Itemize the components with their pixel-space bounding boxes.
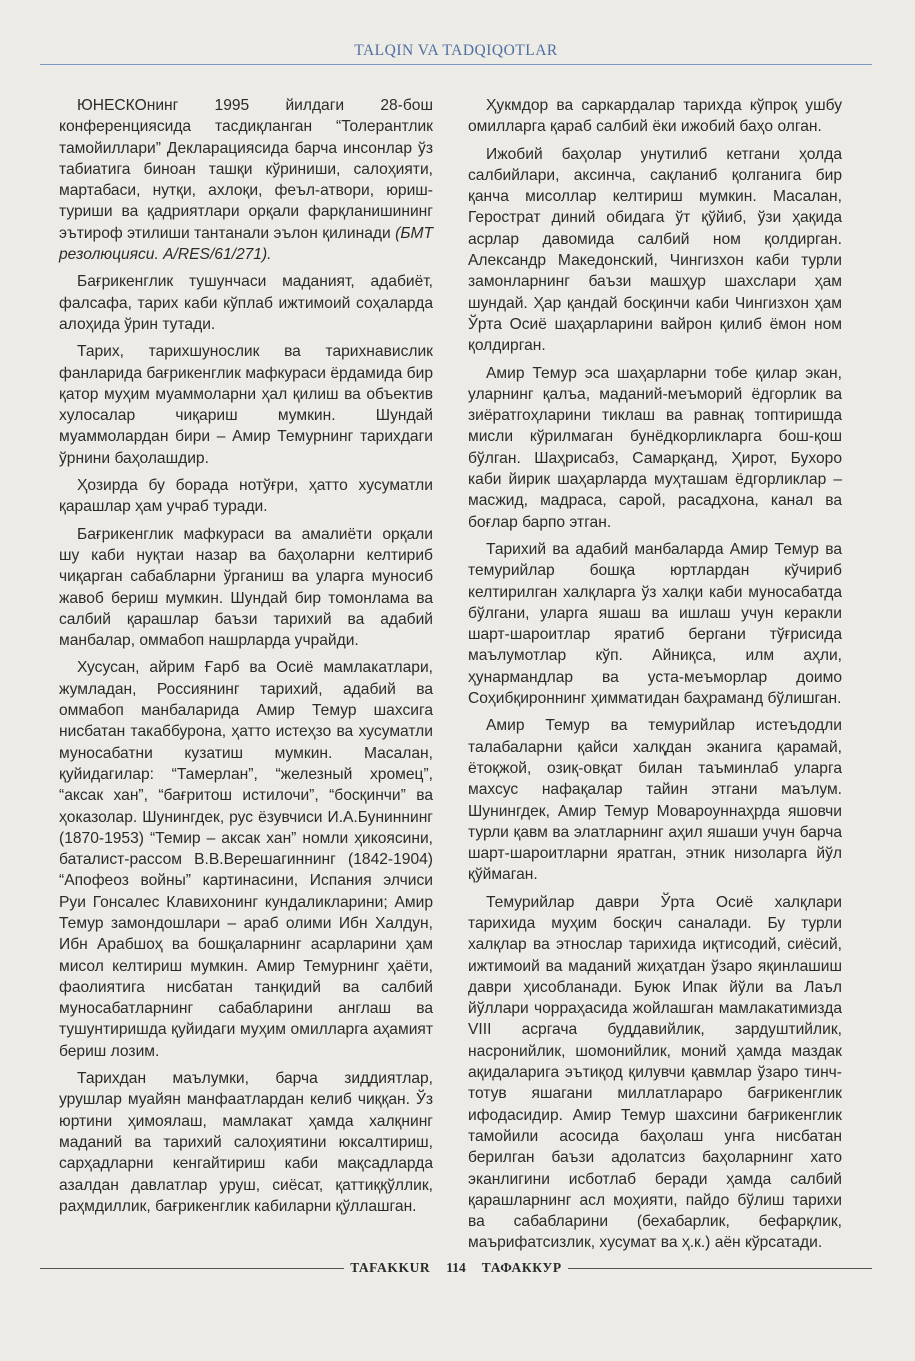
footer-label-latin: TAFAKKUR <box>350 1260 431 1275</box>
paragraph: Бағрикенглик мафкураси ва амалиёти орқали шу каби нуқтаи назар ва баҳоларни келтириб чиқарган сабабларни ўрганиш ва уларга муносиб жавоб бериш мумкин. Шундай бир томонлама ва салбий қарашлар баъзи тарихий ва адабий манбалар, оммабоп нашрларда учрайди. <box>59 525 433 650</box>
paragraph: Тарих, тарихшунослик ва тарихнавислик фанларида бағрикенглик мафкураси ёрдамида бир қатор муҳим муаммоларни ҳал қилиш ва объектив хулосалар чиқариш мумкин. Шундай муаммолардан бири – Амир Темурнинг тарихдаги ўрнини баҳолашдир. <box>59 343 433 467</box>
paragraph <box>59 95 433 265</box>
running-header: TALQIN VA TADQIQOTLAR <box>354 42 558 59</box>
paragraph: Амир Темур ва темурийлар истеъдодли талабаларни қайси халқдан эканига қарамай, ётоқжой, озиқ-овқат билан таъминлаб уларга махсус нафақалар тайин этгани маълум. Шунингдек, Амир Темур Мовароуннаҳрда яшовчи турли қавм ва элатларнинг аҳил яшаши учун барча шарт-шароитларни яратган, этник низоларга йўл қўймаган. <box>468 717 842 884</box>
paragraph: Ҳозирда бу борада нотўғри, ҳатто хусуматли қарашлар ҳам учраб туради. <box>59 477 433 516</box>
right-column <box>468 95 842 1254</box>
footer-rule-left <box>40 1268 344 1269</box>
paragraph: Бағрикенглик тушунчаси маданият, адабиёт, фалсафа, тарих каби кўплаб ижтимоий соҳаларда алоҳида ўрин тутади. <box>59 273 433 333</box>
paragraph: Тарихий ва адабий манбаларда Амир Темур ва темурийлар бошқа юртлардан кўчириб келтирилган халқларга ўз халқи каби муносабатда бўлгани, уларга яшаш ва ишлаш учун керакли шарт-шароитлар яратиб бергани тўғрисида маълумотлар кўп. Айниқса, илм аҳли, ҳунармандлар ва уста-меъморлар доимо Соҳибқироннинг ҳимматидан баҳраманд бўлишган. <box>468 540 842 708</box>
page-footer <box>40 1256 872 1280</box>
paragraph: Хусусан, айрим Ғарб ва Осиё мамлакатлари, жумладан, Россиянинг тарихий, адабий ва оммабоп манбаларида Амир Темур шахсига нисбатан такаббурона, ҳатто истеҳзо ва хусуматли муносабатни кузатиш мумкин. Масалан, қуйидагилар: “Тамерлан”, “железный хромец”, “аксак хан”, “бағритош истилочи”, “босқинчи” ва ҳоказолар. Шунингдек, рус ёзувчиси И.А.Буниннинг (1870-1953) “Темир – аксак хан” номли ҳикоясини, баталист-рассом В.В.Верешагиннинг (1842-1904) “Апофеоз войны” картинасини, Испания элчиси Руи Гонсалес Клавихонинг кундаликларини; Амир Темур замондошлари – араб олими Ибн Халдун, Ибн Арабшоҳ ва бошқаларнинг асарларини ҳам мисол келтириш мумкин. Амир Темурнинг ҳаёти, фаолиятига нисбатан танқидий ва салбий муносабатларнинг сабабларини англаш ва тушунтиришда қуйидаги муҳим омилларга аҳамият бериш лозим. <box>59 659 433 1060</box>
paragraph: Ҳукмдор ва саркардалар тарихда кўпроқ ушбу омилларга қараб салбий ёки ижобий баҳо олган. <box>468 97 842 136</box>
paragraph: Амир Темур эса шаҳарларни тобе қилар экан, уларнинг қалъа, маданий-меъморий ёдгорлик ва зиёратгоҳларини тиклаш ва равнақ топтиришда мисли кўрилмаган бунёдкорликларга бош-қош бўлган. Шаҳрисабз, Самарқанд, Ҳирот, Бухоро каби йирик шаҳарларда муҳташам ёдгорликлар – масжид, мадраса, сарой, расадхона, канал ва боғлар барпо этган. <box>468 364 842 531</box>
left-column <box>59 95 433 1217</box>
paragraph: Тарихдан маълумки, барча зиддиятлар, урушлар муайян манфаатлардан келиб чиққан. Ўз юртини ҳимоялаш, мамлакат ҳамда халқнинг маданий ва тарихий салоҳиятини юксалтириш, сарҳадларни кенгайтириш каби мақсадларда азалдан давлатлар уруш, сиёсат, қаттиққўллик, раҳмдиллик, бағрикенглик кабиларни қўллашган. <box>59 1070 433 1215</box>
paragraph: Ижобий баҳолар унутилиб кетгани ҳолда салбийлари, аксинча, сақланиб қолганига бир қанча мисоллар келтириш мумкин. Масалан, Герострат диний обидага ўт қўйиб, ўзи ҳақида асрлар давомида салбий ном қолдирган. Александр Македонский, Чингизхон каби турли замонларнинг баъзи машҳур шахслари ҳам шундай. Ҳар қандай босқинчи каби Чингизхон ҳам Ўрта Осиё шаҳарларини вайрон қилиб ёмон ном қолдирган. <box>468 145 842 355</box>
page-number: 114 <box>446 1260 466 1275</box>
header-rule <box>40 64 872 65</box>
paragraph: Темурийлар даври Ўрта Осиё халқлари тарихида муҳим босқич саналади. Бу турли халқлар ва этнослар тарихида иқтисодий, сиёсий, ижтимоий ва маданий жиҳатдан ўзаро яқинлашиш даври ҳисобланади. Буюк Ипак йўли ва Лаъл йўллари чорраҳасида жойлашган мамлакатимизда VIII асргача буддавийлик, зардуштийлик, насронийлик, шомонийлик, моний ҳамда маздак ақидаларига эътиқод қилувчи қавмлар ўзаро тинч-тотув яшагани миллатлараро бағрикенглик ифодасидир. Амир Темур шахсини бағрикенглик тамойили асосида баҳолаш унга нисбатан берилган баъзи адолатсиз баҳоларнинг хато эканлигини исботлаб беради ҳамда салбий қарашларнинг асл моҳияти, пайдо бўлиш тарихи ва сабабларини (бехабарлик, бефарқлик, маърифатсизлик, хусумат ва ҳ.к.) аён кўрсатади. <box>468 893 842 1252</box>
footer-rule-right <box>568 1268 872 1269</box>
footer-label-cyrillic: ТАФАККУР <box>481 1260 562 1275</box>
citation: (БМТ резолюцияси. A/RES/61/271). <box>59 224 433 264</box>
paragraph-text: ЮНЕСКОнинг 1995 йилдаги 28-бош конференциясида тасдиқланган “Толерантлик тамойиллари” Декларациясида барча инсонлар ўз табиатига биноан ташқи кўриниши, салоҳияти, мартабаси, нутқи, ахлоқи, феъл-атвори, юриш-туриши ва қадриятлари орқали фарқланишининг эътироф этилиши тантанали эълон қилинади <box>59 97 433 242</box>
